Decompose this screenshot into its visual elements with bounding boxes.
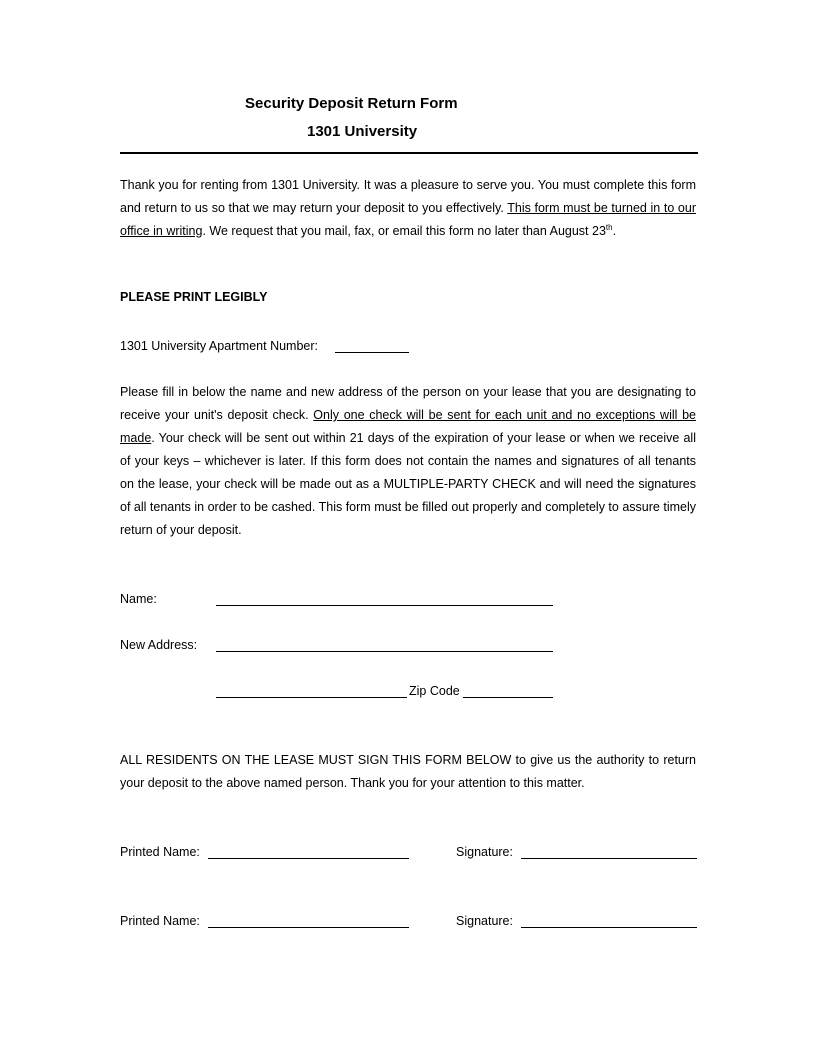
signature-label-1: Signature: (456, 845, 513, 859)
city-state-field[interactable] (216, 697, 407, 698)
printed-name-label-1: Printed Name: (120, 845, 200, 859)
new-address-label: New Address: (120, 638, 198, 652)
intro-text-1: Thank you for renting from 1301 University. It was a pleasure to serve you. You must complete this form and return to us so that we may return your deposit to you effectively. (120, 178, 696, 215)
printed-name-field-2[interactable] (208, 927, 409, 928)
printed-name-label-2: Printed Name: (120, 914, 200, 928)
intro-text-3: . (612, 224, 617, 238)
intro-text-2: . We request that you mail, fax, or email this form no later than August 23 (202, 224, 606, 238)
printed-name-field-1[interactable] (208, 858, 409, 859)
header-divider (120, 152, 698, 154)
intro-paragraph (120, 174, 696, 243)
signature-field-2[interactable] (521, 927, 697, 928)
signature-label-2: Signature: (456, 914, 513, 928)
zip-code-label: Zip Code (409, 684, 460, 698)
intro-underlined-text: This form must be turned in to our office in writing (120, 201, 696, 238)
authority-paragraph: ALL RESIDENTS ON THE LEASE MUST SIGN THIS FORM BELOW to give us the authority to return your deposit to the above named person. Thank you for your attention to this matter. (120, 753, 696, 790)
zip-code-field[interactable] (463, 697, 553, 698)
instructions-text-2: . Your check will be sent out within 21 days of the expiration of your lease or when we receive all of your keys – whichever is later. If this form does not contain the names and signatures of all tenants on the lease, your check will be made out as a MULTIPLE-PARTY CHECK and will need the signatures of all tenants in order to be cashed. This form must be filled out properly and completely to assure timely return of your deposit. (120, 431, 696, 537)
intro-superscript: th (605, 222, 613, 232)
signature-field-1[interactable] (521, 858, 697, 859)
form-subtitle: 1301 University (307, 123, 418, 140)
name-label: Name: (120, 592, 157, 606)
instructions-text-1: Please fill in below the name and new address of the person on your lease that you are designating to receive your unit's deposit check. (120, 385, 696, 422)
apartment-number-field[interactable] (335, 352, 409, 353)
name-field[interactable] (216, 605, 553, 606)
apartment-number-label: 1301 University Apartment Number: (120, 339, 319, 353)
instructions-paragraph (120, 381, 696, 542)
instructions-underlined-text: Only one check will be sent for each unit and no exceptions will be made (120, 408, 696, 445)
new-address-field[interactable] (216, 651, 553, 652)
form-title: Security Deposit Return Form (245, 95, 458, 112)
print-legibly-heading: PLEASE PRINT LEGIBLY (120, 290, 268, 304)
